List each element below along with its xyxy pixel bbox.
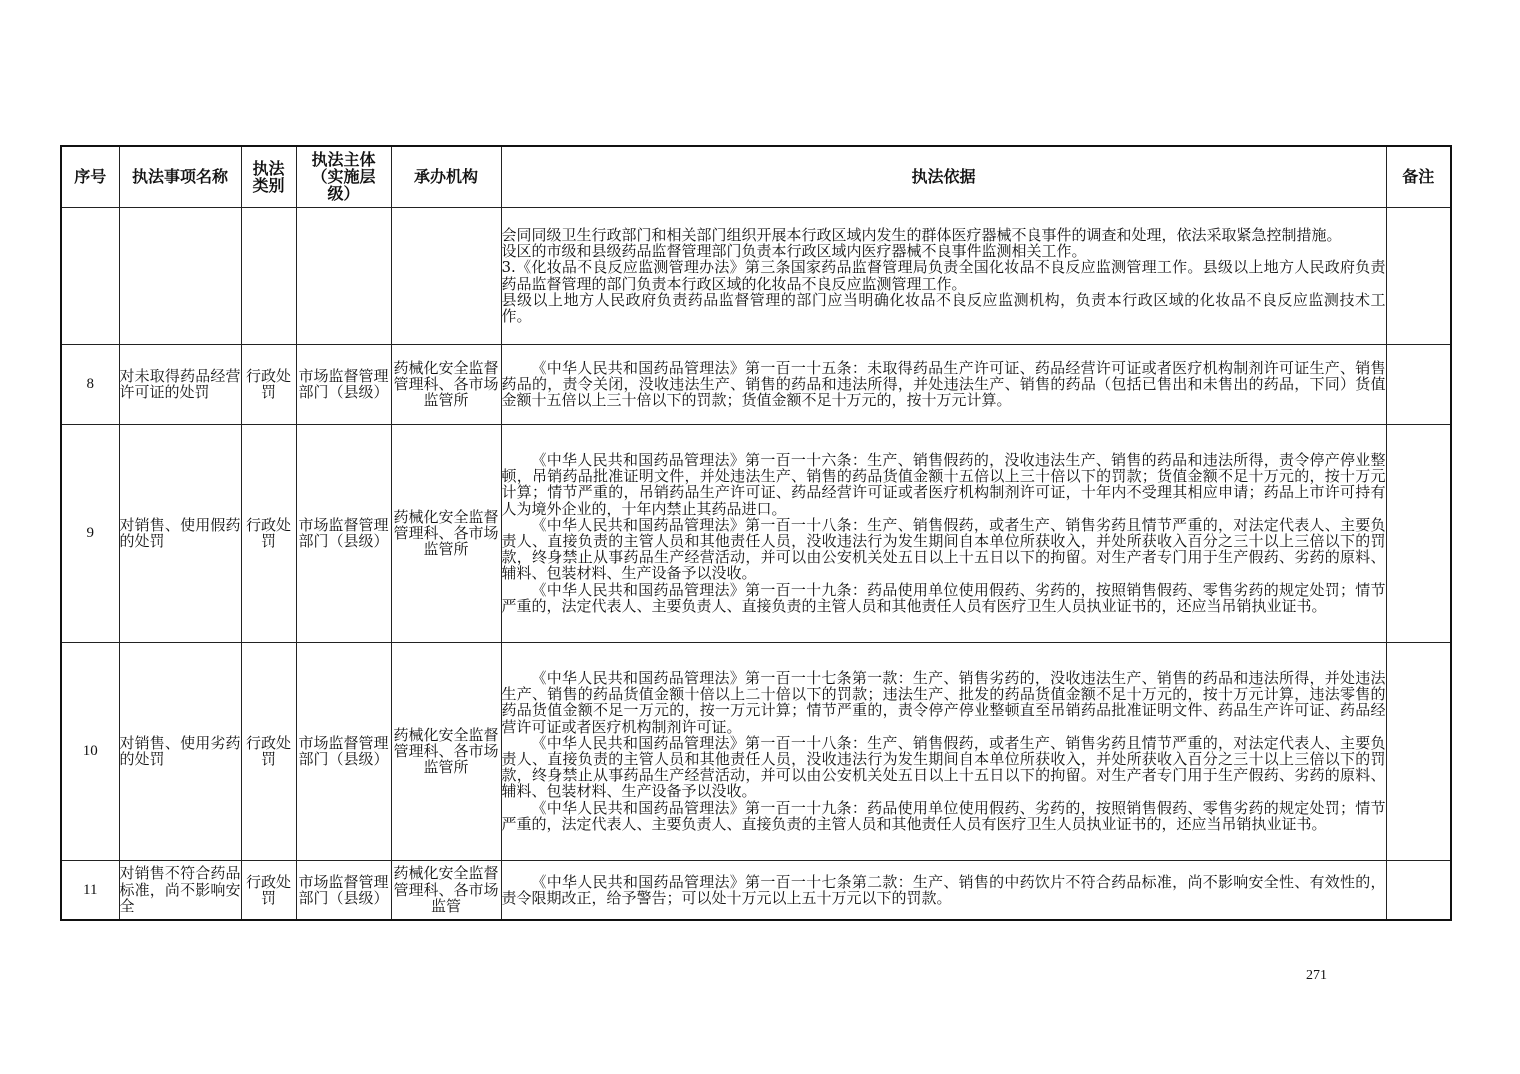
- cell-agency: 药械化安全监督管理科、各市场监管所: [391, 344, 501, 424]
- cell-agency: 药械化安全监督管理科、各市场监管所: [391, 642, 501, 860]
- basis-paragraph: 《中华人民共和国药品管理法》第一百一十八条：生产、销售假药，或者生产、销售劣药且情节严重的，对法定代表人、主要负责人、直接负责的主管人员和其他责任人员，没收违法行为发生期间自本单位所获收入，并处所获收入百分之三十以上三倍以下的罚款，终身禁止从事药品生产经营活动，并可以由公安机关处五日以上十五日以下的拘留。对生产者专门用于生产假药、劣药的原料、辅料、包装材料、生产设备予以没收。: [501, 515, 1386, 583]
- cell-seq: 9: [61, 424, 119, 642]
- basis-paragraph: 《中华人民共和国药品管理法》第一百一十六条：生产、销售假药的，没收违法生产、销售的药品和违法所得，责令停产停业整顿，吊销药品批准证明文件，并处违法生产、销售的药品货值金额十五倍以上三十倍以下的罚款；货值金额不足十万元的，按十万元计算；情节严重的，吊销药品生产许可证、药品经营许可证或者医疗机构制剂许可证，十年内不受理其相应申请；药品上市许可持有人为境外企业的，十年内禁止其药品进口。: [501, 450, 1386, 518]
- table-row: [61, 642, 1451, 860]
- header-name: 执法事项名称: [119, 146, 241, 207]
- basis-paragraph: 《中华人民共和国药品管理法》第一百一十八条：生产、销售假药，或者生产、销售劣药且情节严重的，对法定代表人、主要负责人、直接负责的主管人员和其他责任人员，没收违法行为发生期间自本单位所获收入，并处所获收入百分之三十以上三倍以下的罚款，终身禁止从事药品生产经营活动，并可以由公安机关处五日以上十五日以下的拘留。对生产者专门用于生产假药、劣药的原料、辅料、包装材料、生产设备予以没收。: [501, 733, 1386, 801]
- cell-remark: [1386, 207, 1451, 344]
- cell-name: 对未取得药品经营许可证的处罚: [119, 344, 241, 424]
- cell-name: [119, 207, 241, 344]
- basis-paragraph: 《中华人民共和国药品管理法》第一百一十五条：未取得药品生产许可证、药品经营许可证或者医疗机构制剂许可证生产、销售药品的，责令关闭，没收违法生产、销售的药品和违法所得，并处违法生产、销售的药品（包括已售出和未售出的药品，下同）货值金额十五倍以上三十倍以下的罚款；货值金额不足十万元的，按十万元计算。: [501, 358, 1386, 410]
- cell-name: 对销售、使用假药的处罚: [119, 424, 241, 642]
- cell-agency: 药械化安全监督管理科、各市场监管: [391, 860, 501, 920]
- cell-remark: [1386, 424, 1451, 642]
- cell-basis: [501, 642, 1386, 860]
- cell-basis: [501, 344, 1386, 424]
- cell-name: 对销售、使用劣药的处罚: [119, 642, 241, 860]
- cell-subject: 市场监督管理部门（县级）: [296, 860, 391, 920]
- cell-subject: 市场监督管理部门（县级）: [296, 424, 391, 642]
- cell-seq: 10: [61, 642, 119, 860]
- cell-category: 行政处罚: [241, 424, 296, 642]
- cell-remark: [1386, 642, 1451, 860]
- header-category: 执法类别: [241, 146, 296, 207]
- cell-seq: [61, 207, 119, 344]
- header-basis: 执法依据: [501, 146, 1386, 207]
- cell-seq: 11: [61, 860, 119, 920]
- basis-paragraph: 《中华人民共和国药品管理法》第一百一十九条：药品使用单位使用假药、劣药的，按照销售假药、零售劣药的规定处罚；情节严重的，法定代表人、主要负责人、直接负责的主管人员和其他责任人员有医疗卫生人员执业证书的，还应当吊销执业证书。: [501, 580, 1386, 615]
- enforcement-table: [60, 145, 1452, 921]
- basis-paragraph: 县级以上地方人民政府负责药品监督管理的部门应当明确化妆品不良反应监测机构，负责本行政区域的化妆品不良反应监测技术工作。: [501, 290, 1386, 325]
- basis-paragraph: 《中华人民共和国药品管理法》第一百一十九条：药品使用单位使用假药、劣药的，按照销售假药、零售劣药的规定处罚；情节严重的，法定代表人、主要负责人、直接负责的主管人员和其他责任人员有医疗卫生人员执业证书的，还应当吊销执业证书。: [501, 798, 1386, 833]
- cell-remark: [1386, 860, 1451, 920]
- cell-remark: [1386, 344, 1451, 424]
- cell-basis: [501, 207, 1386, 344]
- basis-paragraph: 3.《化妆品不良反应监测管理办法》第三条国家药品监督管理局负责全国化妆品不良反应监测管理工作。县级以上地方人民政府负责药品监督管理的部门负责本行政区域的化妆品不良反应监测管理工作。: [501, 258, 1386, 293]
- cell-seq: 8: [61, 344, 119, 424]
- table-row-continued: [61, 207, 1451, 344]
- cell-subject: 市场监督管理部门（县级）: [296, 642, 391, 860]
- header-seq: 序号: [61, 146, 119, 207]
- table-row: [61, 424, 1451, 642]
- cell-name: 对销售不符合药品标准，尚不影响安全: [119, 860, 241, 920]
- cell-agency: [391, 207, 501, 344]
- cell-category: [241, 207, 296, 344]
- header-remark: 备注: [1386, 146, 1451, 207]
- basis-paragraph: 《中华人民共和国药品管理法》第一百一十七条第二款：生产、销售的中药饮片不符合药品标准，尚不影响安全性、有效性的，责令限期改正，给予警告；可以处十万元以上五十万元以下的罚款。: [501, 872, 1386, 907]
- basis-paragraph: 设区的市级和县级药品监督管理部门负责本行政区域内医疗器械不良事件监测相关工作。: [501, 242, 1087, 261]
- cell-category: 行政处罚: [241, 860, 296, 920]
- cell-category: 行政处罚: [241, 344, 296, 424]
- basis-paragraph: 会同同级卫生行政部门和相关部门组织开展本行政区域内发生的群体医疗器械不良事件的调查和处理，依法采取紧急控制措施。: [501, 225, 1342, 244]
- cell-basis: [501, 860, 1386, 920]
- cell-subject: [296, 207, 391, 344]
- cell-subject: 市场监督管理部门（县级）: [296, 344, 391, 424]
- basis-paragraph: 《中华人民共和国药品管理法》第一百一十七条第一款：生产、销售劣药的，没收违法生产、销售的药品和违法所得，并处违法生产、销售的药品货值金额十倍以上二十倍以下的罚款；违法生产、批发的药品货值金额不足十万元的，按十万元计算，违法零售的药品货值金额不足一万元的，按一万元计算；情节严重的，责令停产停业整顿直至吊销药品批准证明文件、药品生产许可证、药品经营许可证或者医疗机构制剂许可证。: [501, 668, 1386, 736]
- table-row: [61, 860, 1451, 920]
- cell-basis: [501, 424, 1386, 642]
- header-row: [61, 146, 1451, 207]
- cell-agency: 药械化安全监督管理科、各市场监管所: [391, 424, 501, 642]
- table-row: [61, 344, 1451, 424]
- cell-category: 行政处罚: [241, 642, 296, 860]
- page-number: 271: [1306, 968, 1327, 983]
- header-subject: 执法主体（实施层级）: [296, 146, 391, 207]
- header-agency: 承办机构: [391, 146, 501, 207]
